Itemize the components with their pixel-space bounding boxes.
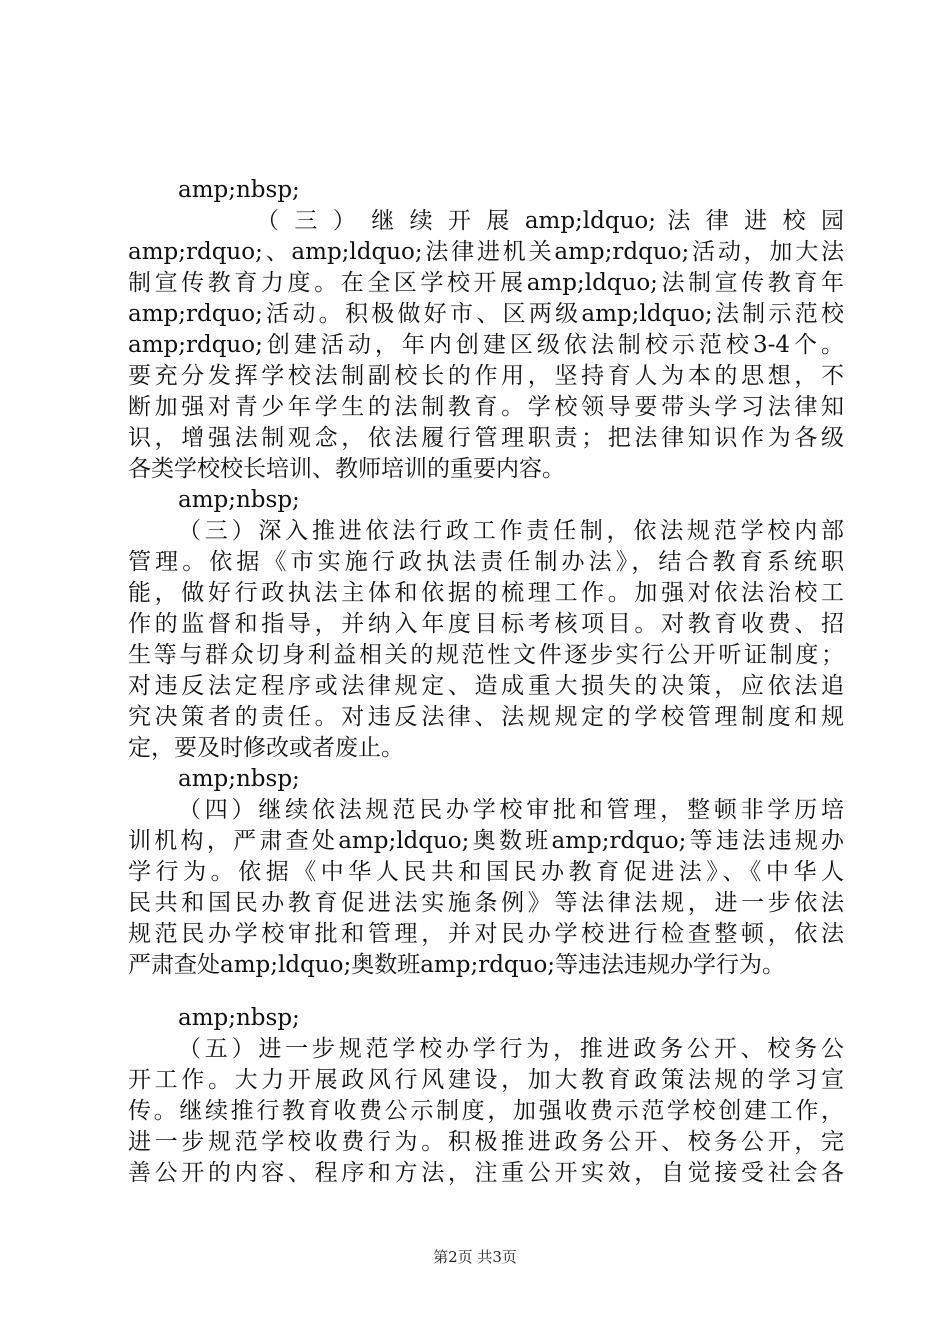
text-line: amp;rdquo;、amp;ldquo;法律进机关amp;rdquo;活动，加大法	[128, 239, 844, 265]
text-line: 断加强对青少年学生的法制教育。学校领导要带头学习法律知	[128, 394, 844, 420]
text-line: 严肃查处amp;ldquo;奥数班amp;rdquo;等违法违规办学行为。	[128, 952, 786, 978]
text-line: （ 三 ） 继 续 开 展 amp;ldquo; 法 律 进 校 园	[256, 208, 844, 234]
text-line: amp;nbsp;	[178, 487, 300, 513]
text-line: 管理。依据《市实施行政执法责任制办法》，结合教育系统职	[128, 549, 844, 575]
text-line: 识，增强法制观念，依法履行管理职责；把法律知识作为各级	[128, 425, 844, 451]
text-line: 学行为。依据《中华人民共和国民办教育促进法》、《中华人	[128, 859, 844, 885]
text-line: 能，做好行政执法主体和依据的梳理工作。加强对依法治校工	[128, 580, 844, 606]
text-line: 究决策者的责任。对违反法律、法规规定的学校管理制度和规	[128, 704, 844, 730]
text-line: 进一步规范学校收费行为。积极推进政务公开、校务公开，完	[128, 1129, 844, 1155]
text-line	[128, 981, 844, 1003]
text-line: （五）进一步规范学校办学行为，推进政务公开、校务公	[178, 1036, 844, 1062]
text-line: amp;rdquo;活动。积极做好市、区两级amp;ldquo;法制示范校	[128, 301, 844, 327]
text-line: 定，要及时修改或者废止。	[128, 735, 404, 761]
text-line: amp;nbsp;	[178, 177, 300, 203]
text-line: 对违反法定程序或法律规定、造成重大损失的决策，应依法追	[128, 673, 844, 699]
page-footer: 第2页 共3页	[433, 1248, 517, 1266]
text-line: 民共和国民办教育促进法实施条例》等法律法规，进一步依法	[128, 890, 844, 916]
text-line: 作的监督和指导，并纳入年度目标考核项目。对教育收费、招	[128, 611, 844, 637]
text-line: 各类学校校长培训、教师培训的重要内容。	[128, 456, 565, 482]
document-body	[128, 175, 844, 1189]
text-line: amp;rdquo;创建活动，年内创建区级依法制校示范校3-4个。	[128, 332, 844, 358]
text-line: 制宣传教育力度。在全区学校开展amp;ldquo;法制宣传教育年	[128, 270, 844, 296]
text-line: amp;nbsp;	[178, 1005, 300, 1031]
text-line: 生等与群众切身利益相关的规范性文件逐步实行公开听证制度；	[128, 642, 844, 668]
text-line: （三）深入推进依法行政工作责任制，依法规范学校内部	[178, 518, 844, 544]
text-line: 善公开的内容、程序和方法，注重公开实效，自觉接受社会各	[128, 1160, 844, 1186]
text-line: 要充分发挥学校法制副校长的作用，坚持育人为本的思想，不	[128, 363, 844, 389]
text-line: amp;nbsp;	[178, 766, 300, 792]
text-line: 开工作。大力开展政风行风建设，加大教育政策法规的学习宣	[128, 1067, 844, 1093]
text-line: 传。继续推行教育收费公示制度，加强收费示范学校创建工作，	[128, 1098, 844, 1124]
text-line: 规范民办学校审批和管理，并对民办学校进行检查整顿，依法	[128, 921, 844, 947]
text-line: （四）继续依法规范民办学校审批和管理，整顿非学历培	[178, 797, 844, 823]
text-line: 训机构，严肃查处amp;ldquo;奥数班amp;rdquo;等违法违规办	[128, 828, 844, 854]
